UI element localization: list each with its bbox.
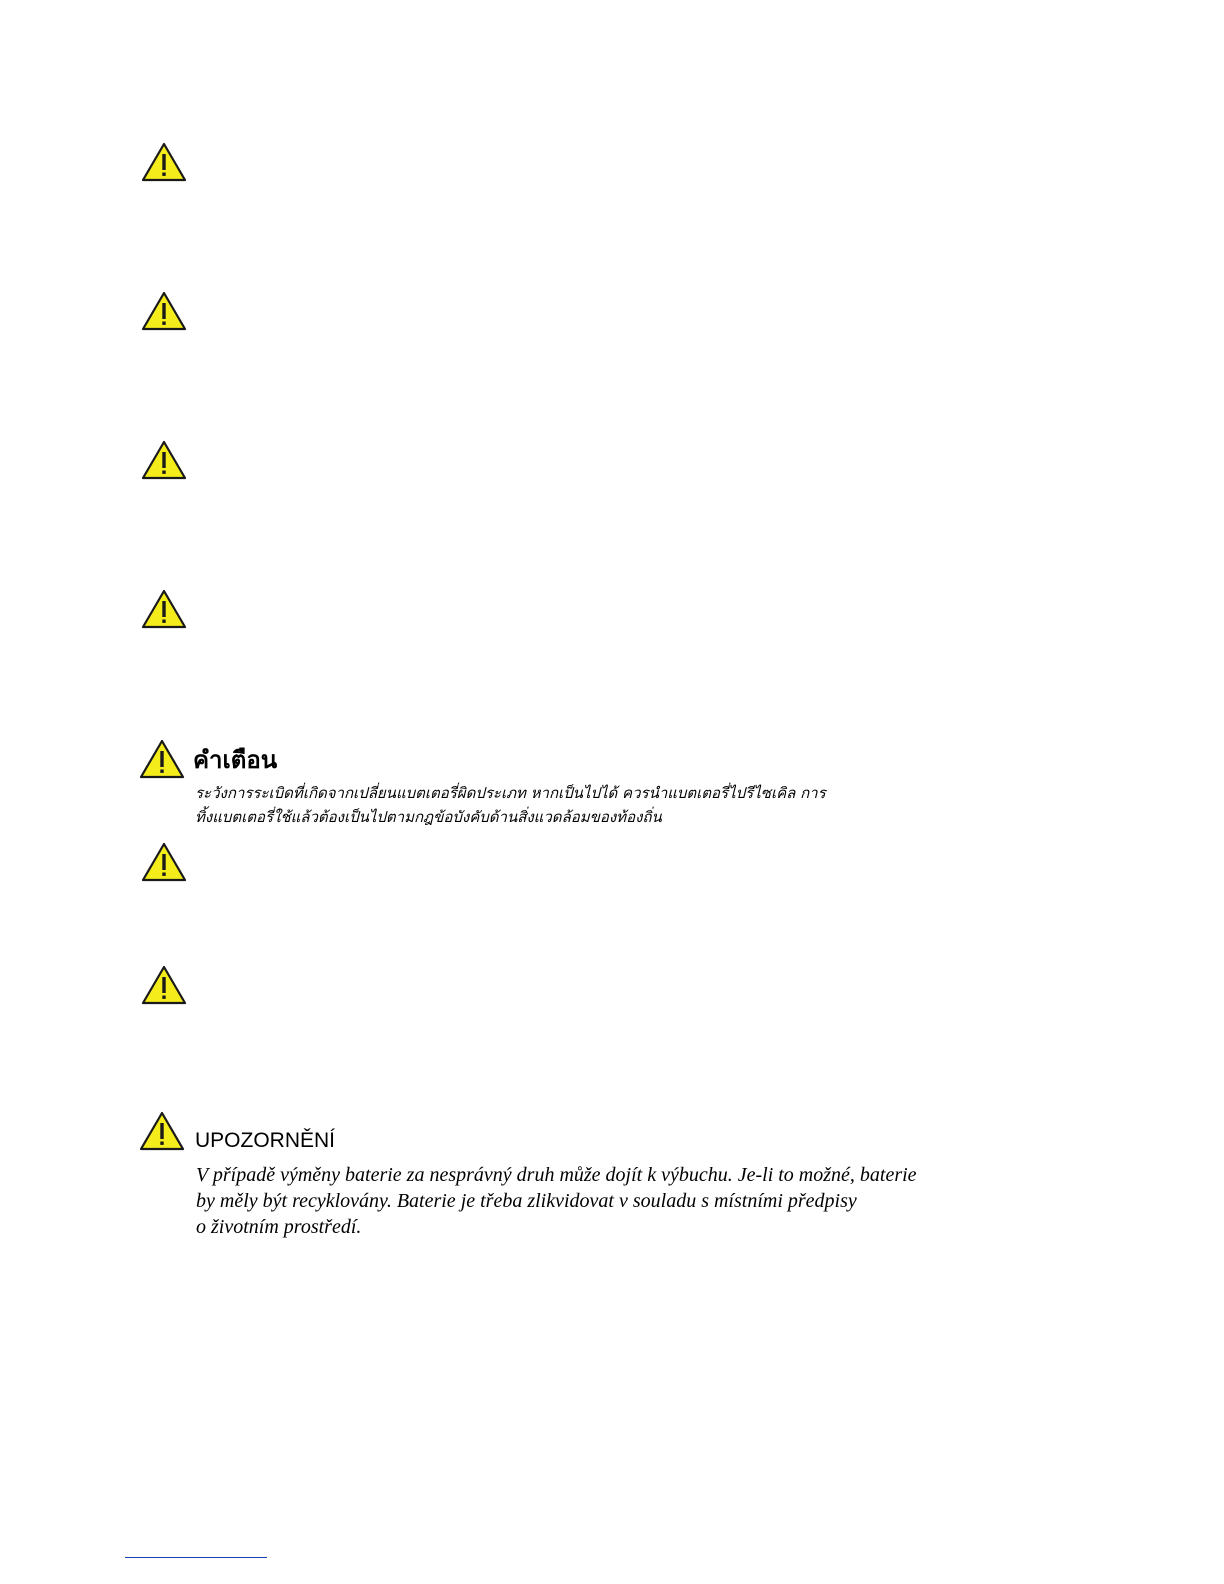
- thai-warning-line: ทิ้งแบตเตอรี่ใช้แล้วต้องเป็นไปตามกฎข้อบังคับด้านสิ่งแวดล้อมของท้องถิ่น: [195, 808, 662, 826]
- thai-warning-line: ระวังการระเบิดที่เกิดจากเปลี่ยนแบตเตอรี่ผิดประเภท หากเป็นไปได้ ควรนำแบตเตอรี่ไปรีไซเคิล การ: [195, 784, 826, 802]
- czech-warning-line: by měly být recyklovány. Baterie je třeba zlikvidovat v souladu s místními předpisy: [196, 1190, 857, 1212]
- warning-triangle-icon: [141, 291, 187, 331]
- czech-warning-line: V případě výměny baterie za nesprávný druh může dojít k výbuchu. Je-li to možné, baterie: [196, 1164, 917, 1186]
- czech-warning-line: o životním prostředí.: [196, 1216, 362, 1238]
- warning-triangle-icon: [141, 842, 187, 882]
- thai-warning-heading: คำเตือน: [193, 746, 278, 774]
- warning-triangle-icon: [141, 589, 187, 629]
- czech-warning-heading: UPOZORNĚNÍ: [195, 1129, 336, 1152]
- warning-triangle-icon: [141, 440, 187, 480]
- thai-warning-text: [195, 781, 995, 829]
- footnote-rule: [125, 1557, 267, 1558]
- warning-triangle-icon: [141, 965, 187, 1005]
- czech-warning-text: [196, 1162, 1016, 1240]
- warning-triangle-icon: [141, 142, 187, 182]
- warning-triangle-icon: [139, 739, 185, 779]
- warning-triangle-icon: [139, 1111, 185, 1151]
